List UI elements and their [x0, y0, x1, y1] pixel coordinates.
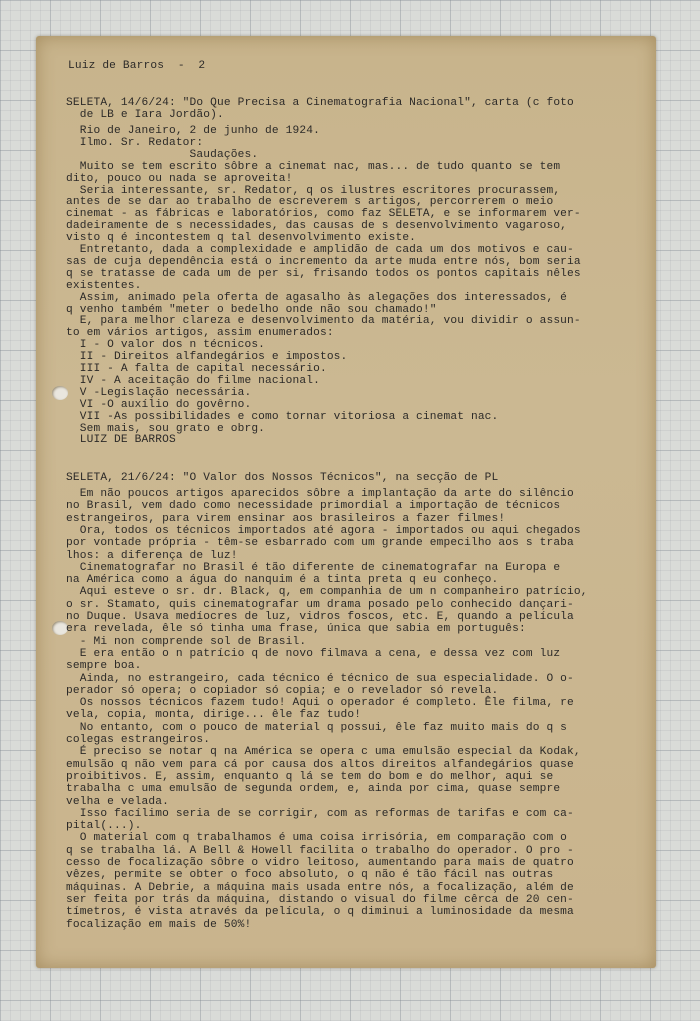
body-line: ser feita por trás da máquina, distando o visual do filme cêrca de 20 cen-	[66, 893, 574, 906]
letter-line: dito, pouco ou nada se aproveita!	[66, 172, 293, 185]
body-line: Cinematografar no Brasil é tão diferente de cinematografar na Europa e	[66, 561, 561, 574]
body-line: pital(...).	[66, 820, 142, 833]
body-line: sempre boa.	[66, 660, 142, 673]
letter-line: Seria interessante, sr. Redator, q os ilustres escritores procurassem,	[66, 184, 561, 197]
letter-line: VII -As possibilidades e como tornar vitoriosa a cinemat nac.	[66, 410, 499, 423]
letter-line: Saudações.	[66, 148, 259, 161]
body-line: O material com q trabalhamos é uma coisa irrisória, em comparação com o	[66, 832, 568, 845]
body-line: Ainda, no estrangeiro, cada técnico é técnico de sua especialidade. O o-	[66, 672, 574, 685]
letter-line: Ilmo. Sr. Redator:	[66, 136, 204, 149]
body-line: focalização em mais de 50%!	[66, 918, 252, 931]
letter-line: E, para melhor clareza e desenvolvimento da matéria, vou dividir o assun-	[66, 315, 581, 328]
body-line: Isso facílimo seria de se corrigir, com as reformas de tarifas e com ca-	[66, 807, 574, 820]
letter-line: Entretanto, dada a complexidade e amplidão de cada um dos motivos e cau-	[66, 244, 574, 256]
letter-line: cinemat - as fábricas e laboratórios, como faz SELETA, e se informarem ver-	[66, 208, 581, 221]
body-line: lhos: a diferença de luz!	[66, 549, 238, 562]
letter-line: sas de cuja dependência está o incremento da arte muda entre nós, bom seria	[66, 255, 581, 268]
body-line: perador só opera; o copiador só copia; e o revelador só revela.	[66, 684, 499, 697]
body-line: na América como a água do nanquim é a tinta preta q eu conheço.	[66, 574, 499, 587]
body-line: trabalha c uma emulsão de segunda ordem, e, ainda por cima, quase sempre	[66, 783, 561, 796]
body-line: por vontade própria - têm-se esbarrado com um grande empecilho aos s traba	[66, 537, 574, 550]
body-line: É preciso se notar q na América se opera c uma emulsão especial da Kodak,	[66, 746, 581, 759]
body-line: q se trabalha lá. A Bell & Howell facilita o trabalho do operador. O pro -	[66, 844, 574, 857]
body-line: emulsão q não vem para cá por causa dos altos direitos alfandegários quase	[66, 758, 574, 771]
body-line: No entanto, com o pouco de material q possui, êle faz muito mais do q s	[66, 721, 568, 734]
body-line: o sr. Stamato, quis cinematografar um drama posado pelo conhecido dançari-	[66, 598, 574, 611]
letter-line: antes de se dar ao trabalho de escreverem s artigos, percorrerem o meio	[66, 196, 554, 209]
body-line: Em não poucos artigos aparecidos sôbre a implantação da arte do silêncio	[66, 488, 574, 500]
body-line: estrangeiros, para virem ensinar aos brasileiros a fazer filmes!	[66, 512, 506, 525]
body-line: velha e velada.	[66, 795, 169, 808]
body-line: - Mi non comprende sol de Brasil.	[66, 635, 307, 648]
body-line: Ora, todos os técnicos importados até agora - importados ou aqui chegados	[66, 524, 581, 537]
letter-line: Rio de Janeiro, 2 de junho de 1924.	[66, 125, 320, 137]
letter-line: q venho também "meter o bedelho onde não sou chamado!"	[66, 303, 437, 316]
body-line: E era então o n patrício q de novo filmava a cena, e dessa vez com luz	[66, 647, 561, 660]
letter-line: dadeiramente de s necessidades, das causas de s desenvolvimento vagaroso,	[66, 220, 568, 233]
letter-line: Assim, animado pela oferta de agasalho às alegações dos interessados, é	[66, 291, 568, 304]
letter-line: II - Direitos alfandegários e impostos.	[66, 351, 348, 364]
body-line: proibitivos. E, assim, enquanto q lá se tem do bom e do melhor, aqui se	[66, 770, 554, 783]
body-line: vêzes, permite se obter o foco absoluto, o q não é tão fácil nas outras	[66, 869, 554, 882]
body-line: no Duque. Usava medíocres de luz, vidros foscos, etc. E, quando a película	[66, 611, 574, 623]
letter-line: IV - A aceitação do filme nacional.	[66, 374, 320, 387]
typewritten-page	[36, 36, 656, 968]
body-line: Os nossos técnicos fazem tudo! Aqui o operador é completo. Êle filma, re	[66, 697, 574, 710]
body-line: vela, copia, monta, dirige... êle faz tudo!	[66, 709, 362, 722]
letter-line: V -Legislação necessária.	[66, 386, 252, 399]
body-line: cesso de focalização sôbre o vidro leitoso, aumentando para mais de quatro	[66, 857, 574, 869]
letter-line: existentes.	[66, 279, 142, 292]
body-line: Aqui esteve o sr. dr. Black, q, em companhia de um n companheiro patrício,	[66, 586, 588, 599]
letter-line: LUIZ DE BARROS	[66, 434, 176, 447]
letter-line: Sem mais, sou grato e obrg.	[66, 422, 266, 435]
letter-line: to em vários artigos, assim enumerados:	[66, 327, 334, 340]
letter-line: visto q é incontestem q tal desenvolvimento existe.	[66, 232, 417, 245]
letter-line: I - O valor dos n técnicos.	[66, 339, 266, 352]
body-line: tímetros, é vista através da película, o q diminui a luminosidade da mesma	[66, 906, 574, 919]
letter-line: VI -O auxílio do govêrno.	[66, 398, 252, 411]
letter-line: q se tratasse de cada um de per si, frisando todos os pontos capitais nêles	[66, 267, 581, 280]
body-line: máquinas. A Debrie, a máquina mais usada entre nós, a focalização, além de	[66, 881, 574, 894]
body-line: no Brasil, vem dado como necessidade primordial a importação de técnicos	[66, 500, 561, 513]
heading-line: SELETA, 14/6/24: "Do Que Precisa a Cinematografia Nacional", carta (c foto	[66, 97, 574, 109]
letter-line: Muito se tem escrito sôbre a cinemat nac, mas... de tudo quanto se tem	[66, 160, 561, 173]
body-line: era revelada, êle só tinha uma frase, única que sabia em português:	[66, 623, 526, 636]
heading-line: SELETA, 21/6/24: "O Valor dos Nossos Técnicos", na secção de PL	[66, 472, 499, 484]
letter-line: III - A falta de capital necessário.	[66, 363, 327, 375]
heading-line: de LB e Iara Jordão).	[66, 109, 224, 121]
page-header: Luiz de Barros - 2	[68, 60, 206, 72]
body-line: colegas estrangeiros.	[66, 734, 211, 746]
